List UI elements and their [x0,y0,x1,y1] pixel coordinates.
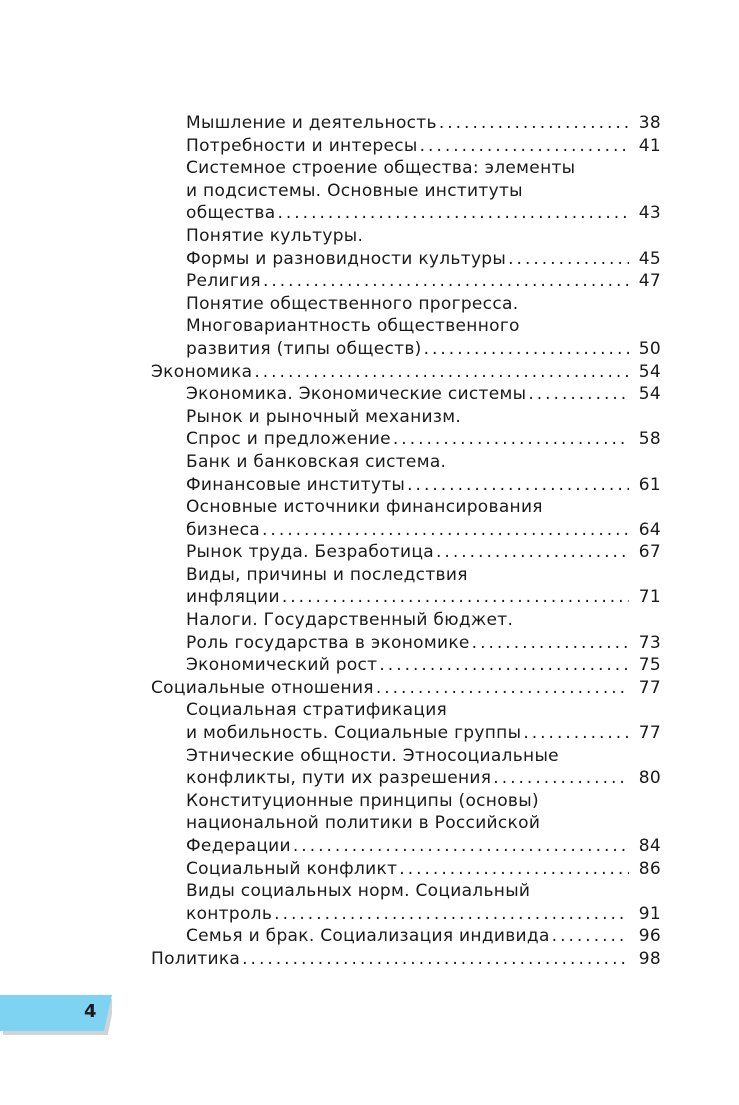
toc-entry-title: контроль [186,903,273,924]
toc-page-number: 50 [638,338,661,359]
toc-entry-line: Понятие общественного прогресса. [186,293,519,314]
dot-leader [393,428,629,451]
toc-entry [186,790,661,858]
page-number-tab [0,995,112,1035]
dot-leader [282,586,629,609]
toc-entry-line: Виды, причины и последствия [186,564,468,585]
dot-leader [407,474,629,497]
toc-entry-line: Основные источники финансирования [186,497,543,518]
toc-entry-title: общества [186,203,276,224]
toc-entry-title: инфляции [186,587,280,608]
toc-entry-last-line [186,586,661,609]
toc-entry-title: бизнеса [186,519,261,540]
toc-entry [186,451,661,496]
toc-entry-title: Религия [186,271,261,292]
toc-entry-last-line [186,112,661,135]
toc-entry-line: национальной политики в Российской [186,813,541,834]
toc-entry-last-line [186,654,661,677]
dot-leader [254,361,628,384]
toc-entry [186,135,661,158]
toc-entry-title: Семья и брак. Социализация индивида [186,926,550,947]
toc-page-number: 67 [638,542,661,563]
toc-page-number: 58 [638,429,661,450]
toc-page-number: 84 [638,836,661,856]
page-number: 4 [84,1001,97,1022]
toc-entry-title: Спрос и предложение [186,429,391,450]
toc-entry [186,699,661,744]
toc-entry-last-line [186,722,661,745]
toc-entry-line: Конституционные принципы (основы) [186,790,539,811]
toc-section-entry [151,677,661,700]
toc-page-number: 41 [638,135,661,156]
toc-entry [186,858,661,881]
toc-entry [186,880,661,925]
toc-entry-line: Виды социальных норм. Социальный [186,881,531,902]
toc-page-number: 98 [638,948,661,969]
toc-page-number: 54 [638,384,661,405]
toc-entry-last-line [186,835,661,858]
toc-page-number: 96 [638,926,661,947]
toc-page-number: 77 [638,677,661,698]
toc-entry [186,225,661,270]
toc-page-number: 47 [638,271,661,292]
toc-entry [186,406,661,451]
toc-entry-last-line [151,948,661,971]
toc-entry-title: Политика [151,948,241,969]
toc-entry [186,541,661,564]
dot-leader [242,948,629,971]
dot-leader [528,383,628,406]
dot-leader [399,858,628,881]
dot-leader [379,654,628,677]
toc-entry-title: Финансовые институты [186,474,406,495]
toc-entry [186,745,661,790]
toc-page-number: 45 [638,248,661,269]
dot-leader [424,338,629,361]
dot-leader [552,925,629,948]
toc-entry-last-line [186,270,661,293]
toc-entry [186,270,661,293]
dot-leader [493,767,628,790]
toc-entry-line: Социальная стратификация [186,700,448,721]
table-of-contents [0,112,739,971]
toc-entry-title: развития (типы обществ) [186,338,422,359]
toc-entry-last-line [186,135,661,158]
toc-entry-line: Понятие культуры. [186,225,364,246]
toc-page-number: 38 [638,113,661,133]
dot-leader [293,835,629,858]
toc-section-entry [151,948,661,971]
dot-leader [523,722,628,745]
toc-page-number: 77 [638,723,661,744]
toc-entry-last-line [186,541,661,564]
toc-section-entry [151,361,661,384]
dot-leader [262,519,629,542]
toc-entry-last-line [186,474,661,497]
toc-entry-line: Этнические общности. Этносоциальные [186,745,559,766]
toc-entry-line: Рынок и рыночный механизм. [186,406,462,427]
toc-page-number: 43 [638,203,661,224]
toc-entry-title: конфликты, пути их разрешения [186,768,492,789]
toc-page-number: 75 [638,655,661,676]
toc-entry-last-line [151,677,661,700]
toc-page-number: 80 [638,768,661,789]
toc-page-number: 86 [638,858,661,879]
toc-entry-last-line [186,903,661,926]
dot-leader [263,270,629,293]
toc-page-number: 61 [638,474,661,495]
toc-entry-title: и мобильность. Социальные группы [186,723,522,744]
toc-entry [186,654,661,677]
toc-entry-line: Налоги. Государственный бюджет. [186,610,514,631]
toc-entry [186,157,661,225]
toc-entry-last-line [186,925,661,948]
toc-entry-title: Потребности и интересы [186,135,418,156]
toc-entry-last-line [186,767,661,790]
toc-entry-title: Экономический рост [186,655,378,676]
toc-entry-last-line [186,519,661,542]
dot-leader [277,202,628,225]
toc-page-number: 91 [638,903,661,924]
toc-entry [186,496,661,541]
toc-entry-last-line [151,361,661,384]
toc-entry-last-line [186,383,661,406]
toc-entry-title: Мышление и деятельность [186,113,437,133]
toc-entry-last-line [186,632,661,655]
toc-entry-last-line [186,202,661,225]
toc-page-number: 64 [638,519,661,540]
toc-entry [186,383,661,406]
toc-entry-title: Роль государства в экономике [186,632,470,653]
toc-entry-last-line [186,428,661,451]
toc-page-number: 54 [638,361,661,382]
toc-entry-line: Системное строение общества: элементы [186,158,576,179]
toc-entry-last-line [186,248,661,271]
toc-entry-last-line [186,338,661,361]
dot-leader [508,248,629,271]
toc-entry [186,564,661,609]
dot-leader [376,677,629,700]
toc-entry-title: Социальный конфликт [186,858,398,879]
toc-entry-last-line [186,858,661,881]
dot-leader [439,112,629,135]
dot-leader [436,541,629,564]
dot-leader [420,135,629,158]
toc-entry-title: Федерации [186,836,291,856]
toc-page-number: 73 [638,632,661,653]
toc-entry [186,609,661,654]
toc-entry-title: Рынок труда. Безработица [186,542,434,563]
toc-entry-title: Экономика. Экономические системы [186,384,527,405]
dot-leader [274,903,629,926]
dot-leader [472,632,629,655]
toc-entry [186,293,661,361]
toc-entry-line: и подсистемы. Основные институты [186,180,523,201]
toc-entry [186,112,661,135]
toc-entry-line: Многовариантность общественного [186,316,520,337]
toc-entry-title: Формы и разновидности культуры [186,248,507,269]
toc-page-number: 71 [638,587,661,608]
toc-entry-title: Экономика [151,361,253,382]
toc-entry-line: Банк и банковская система. [186,451,447,472]
toc-entry [186,925,661,948]
toc-entry-title: Социальные отношения [151,677,374,698]
